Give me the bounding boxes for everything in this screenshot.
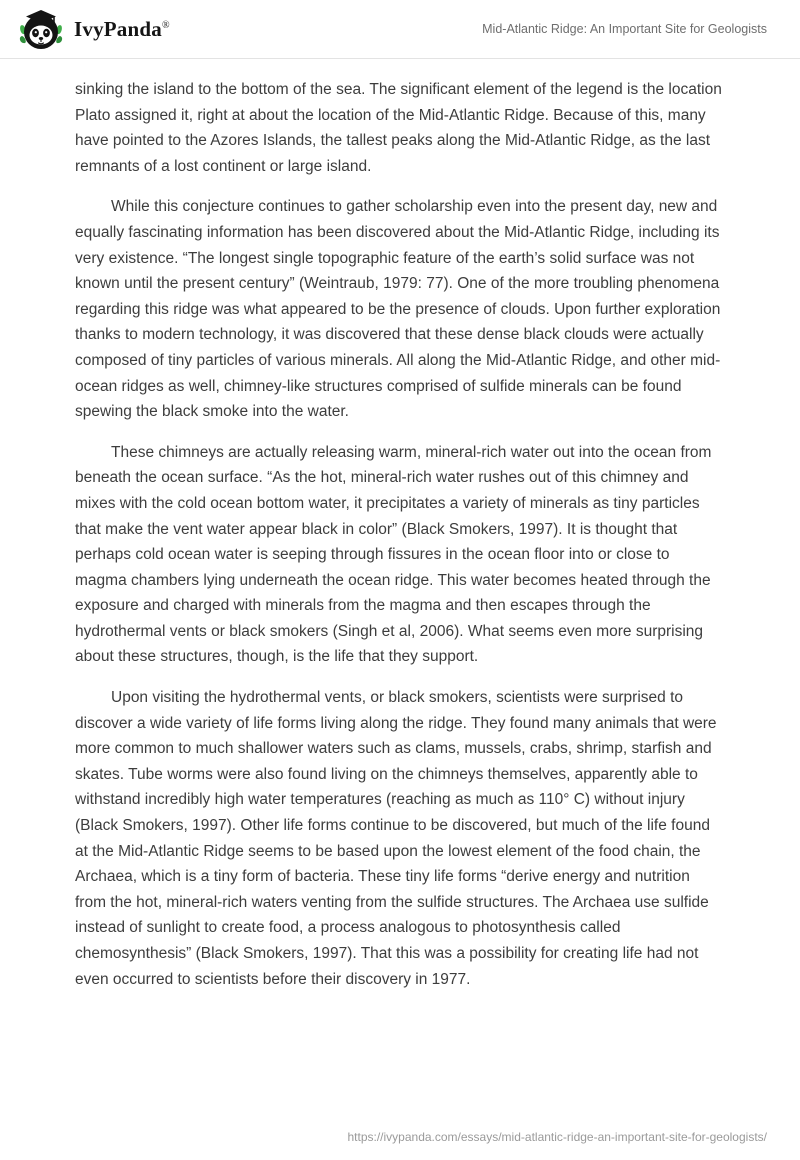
essay-paragraph: These chimneys are actually releasing warm, mineral-rich water out into the ocean from beneath the ocean surface. “As the hot, mineral-rich water rushes out of this chimney and mixes with the cold ocean bottom water, it precipitates a variety of minerals as tiny particles that make the vent water appear black in color” (Black Smokers, 1997). It is thought that perhaps cold ocean water is seeping through fissures in the ocean floor into or close to magma chambers lying underneath the ocean ridge. This water becomes heated through the exposure and charged with minerals from the magma and then escapes through the hydrothermal vents or black smokers (Singh et al, 2006). What seems even more surprising about these structures, though, is the life that they support. bbox=[75, 443, 712, 666]
essay-paragraph: While this conjecture continues to gather scholarship even into the present day, new and equally fascinating information has been discovered about the Mid-Atlantic Ridge, including its very existence. “The longest single topographic feature of the earth’s solid surface was not known until the present century” (Weintraub, 1979: 77). One of the more troubling phenomena regarding this ridge was what appeared to be the presence of clouds. Upon further exploration thanks to modern technology, it was discovered that these dense black clouds were actually composed of tiny particles of various minerals. All along the Mid-Atlantic Ridge, and other mid-ocean ridges as well, chimney-like structures comprised of sulfide minerals can be found spewing the black smoke into the water. bbox=[75, 198, 721, 421]
page-header bbox=[0, 0, 800, 59]
essay-content bbox=[0, 59, 800, 1128]
ivypanda-logo[interactable] bbox=[18, 6, 170, 52]
panda-graduate-icon bbox=[18, 6, 64, 52]
source-url[interactable]: https://ivypanda.com/essays/mid-atlantic-ridge-an-important-site-for-geologists/ bbox=[347, 1130, 767, 1144]
essay-paragraph: sinking the island to the bottom of the sea. The significant element of the legend is the location Plato assigned it, right at about the location of the Mid-Atlantic Ridge. Because of this, many have pointed to the Azores Islands, the tallest peaks along the Mid-Atlantic Ridge, as the last remnants of a lost continent or large island. bbox=[75, 81, 722, 175]
registered-mark: ® bbox=[161, 19, 170, 31]
document-title: Mid-Atlantic Ridge: An Important Site for Geologists bbox=[482, 22, 767, 36]
brand-name: IvyPanda® bbox=[74, 16, 170, 41]
essay-paragraph: Upon visiting the hydrothermal vents, or black smokers, scientists were surprised to discover a wide variety of life forms living along the ridge. They found many animals that were more common to much shallower waters such as clams, mussels, crabs, shrimp, starfish and skates. Tube worms were also found living on the chimneys themselves, apparently able to withstand incredibly high water temperatures (reaching as much as 110° C) without injury (Black Smokers, 1997). Other life forms continue to be discovered, but much of the life found at the Mid-Atlantic Ridge seems to be based upon the lowest element of the food chain, the Archaea, which is a tiny form of bacteria. These tiny life forms “derive energy and nutrition from the hot, mineral-rich waters venting from the sulfide structures. The Archaea use sulfide instead of sunlight to create food, a process analogous to photosynthesis called chemosynthesis” (Black Smokers, 1997). That this was a possibility for creating life had not even occurred to scientists before their discovery in 1977. bbox=[75, 689, 717, 988]
page-footer bbox=[0, 1128, 800, 1160]
